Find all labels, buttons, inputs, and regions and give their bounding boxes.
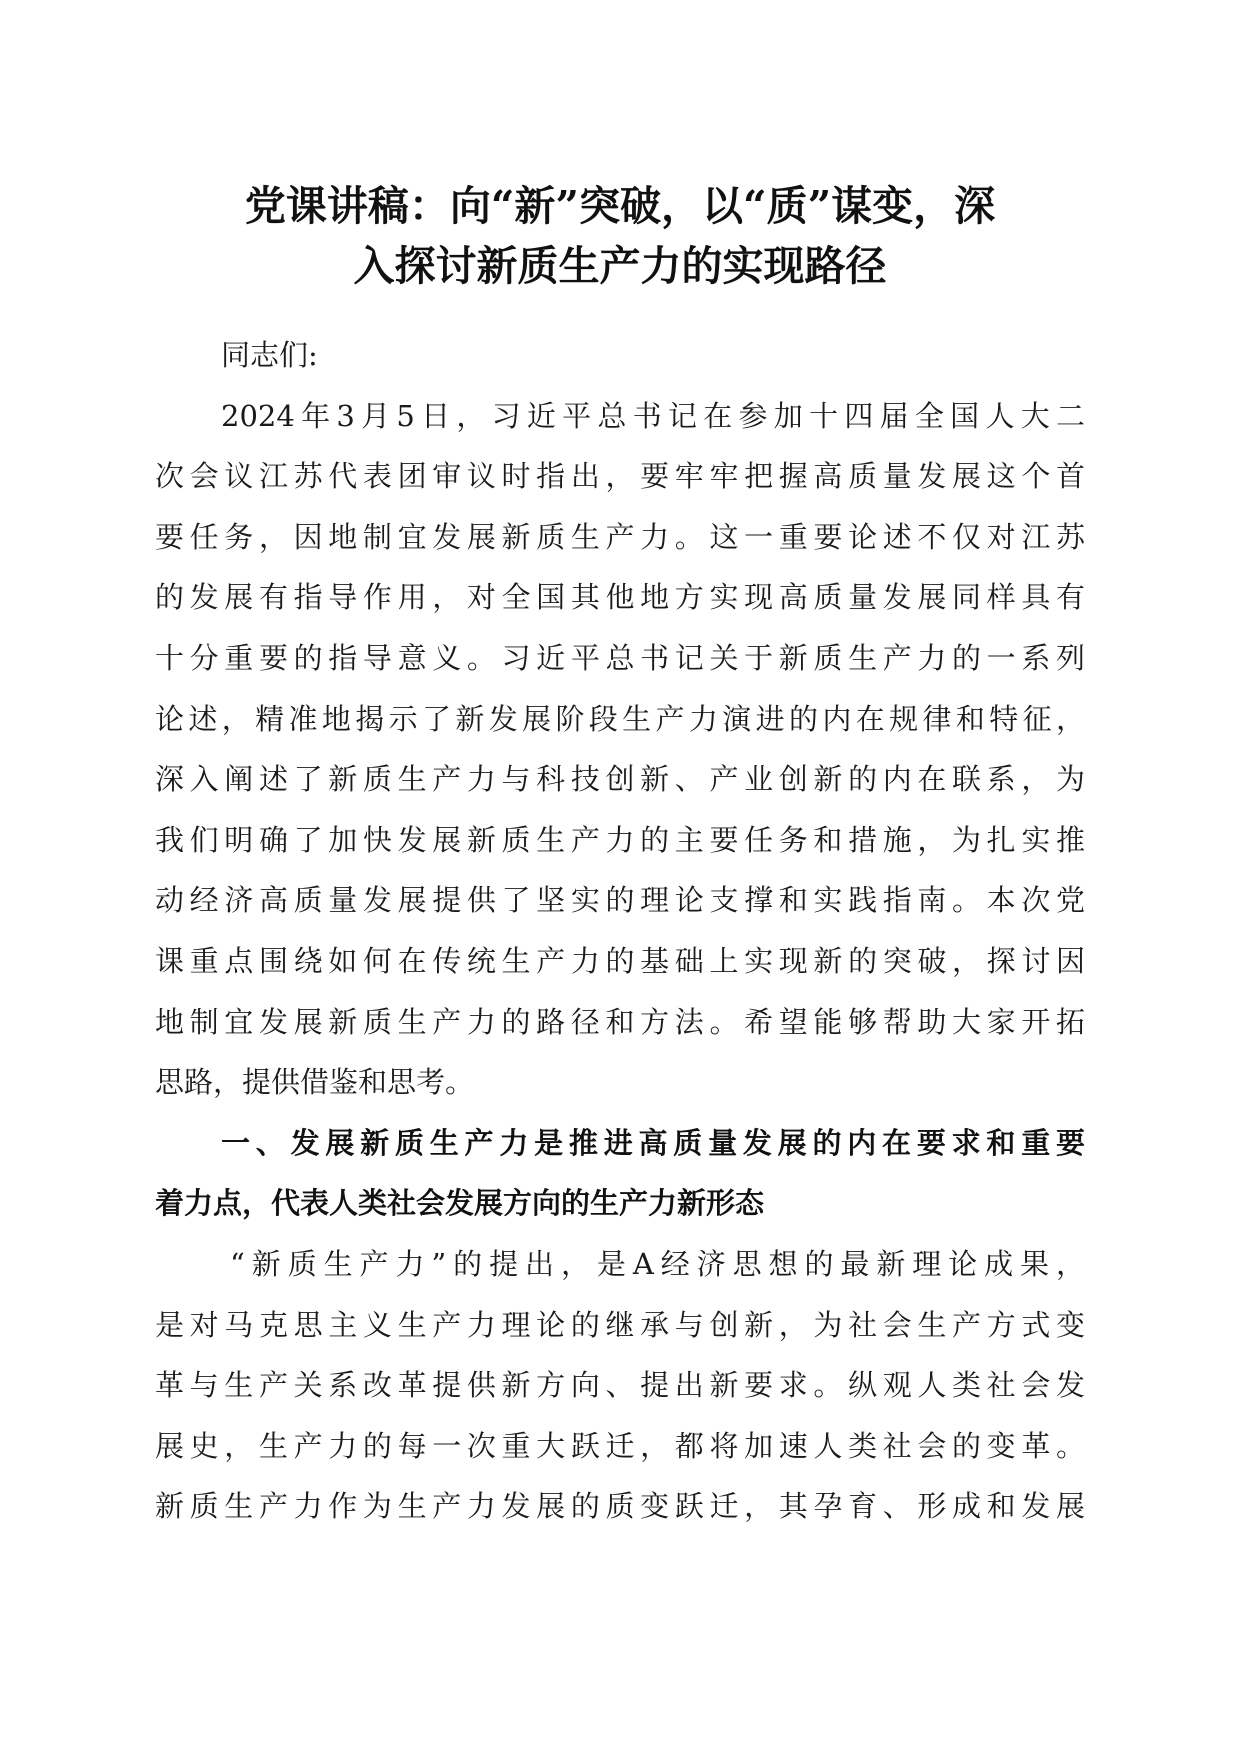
paragraph-line: 次会议江苏代表团审议时指出，要牢牢把握高质量发展这个首 (155, 459, 1085, 494)
document-body (155, 325, 1085, 1537)
paragraph-line: 课重点围绕如何在传统生产力的基础上实现新的突破，探讨因 (155, 943, 1085, 978)
paragraph-line: 要任务，因地制宜发展新质生产力。这一重要论述不仅对江苏 (155, 519, 1085, 554)
paragraph-line: 革与生产关系改革提供新方向、提出新要求。纵观人类社会发 (155, 1368, 1085, 1403)
paragraph-line: 思路，提供借鉴和思考。 (155, 1065, 475, 1100)
title-line: 党课讲稿：向“新”突破，以“质”谋变，深 (244, 182, 996, 230)
paragraph-line: 动经济高质量发展提供了坚实的理论支撑和实践指南。本次党 (155, 883, 1085, 918)
paragraph-line: 展史，生产力的每一次重大跃迁，都将加速人类社会的变革。 (155, 1428, 1085, 1463)
paragraph-line: 深入阐述了新质生产力与科技创新、产业创新的内在联系，为 (155, 762, 1085, 797)
paragraph-line: 十分重要的指导意义。习近平总书记关于新质生产力的一系列 (155, 640, 1085, 675)
document-title (150, 176, 1090, 296)
salutation: 同志们: (221, 338, 318, 372)
title-line: 入探讨新质生产力的实现路径 (353, 242, 887, 290)
paragraph-line: “新质生产力”的提出，是A经济思想的最新理论成果， (230, 1246, 1085, 1281)
paragraph-line: 我们明确了加快发展新质生产力的主要任务和措施，为扎实推 (155, 822, 1085, 857)
paragraph-line: 论述，精准地揭示了新发展阶段生产力演进的内在规律和特征， (155, 701, 1085, 736)
paragraph-line: 地制宜发展新质生产力的路径和方法。希望能够帮助大家开拓 (155, 1004, 1085, 1039)
paragraph-line: 是对马克思主义生产力理论的继承与创新，为社会生产方式变 (155, 1307, 1085, 1342)
paragraph-line: 2024年3月5日，习近平总书记在参加十四届全国人大二 (221, 398, 1085, 433)
section-heading: 一、发展新质生产力是推进高质量发展的内在要求和重要 (221, 1125, 1085, 1160)
paragraph-line: 新质生产力作为生产力发展的质变跃迁，其孕育、形成和发展 (155, 1489, 1085, 1524)
paragraph-line: 的发展有指导作用，对全国其他地方实现高质量发展同样具有 (155, 580, 1085, 615)
section-heading: 着力点，代表人类社会发展方向的生产力新形态 (155, 1186, 765, 1221)
